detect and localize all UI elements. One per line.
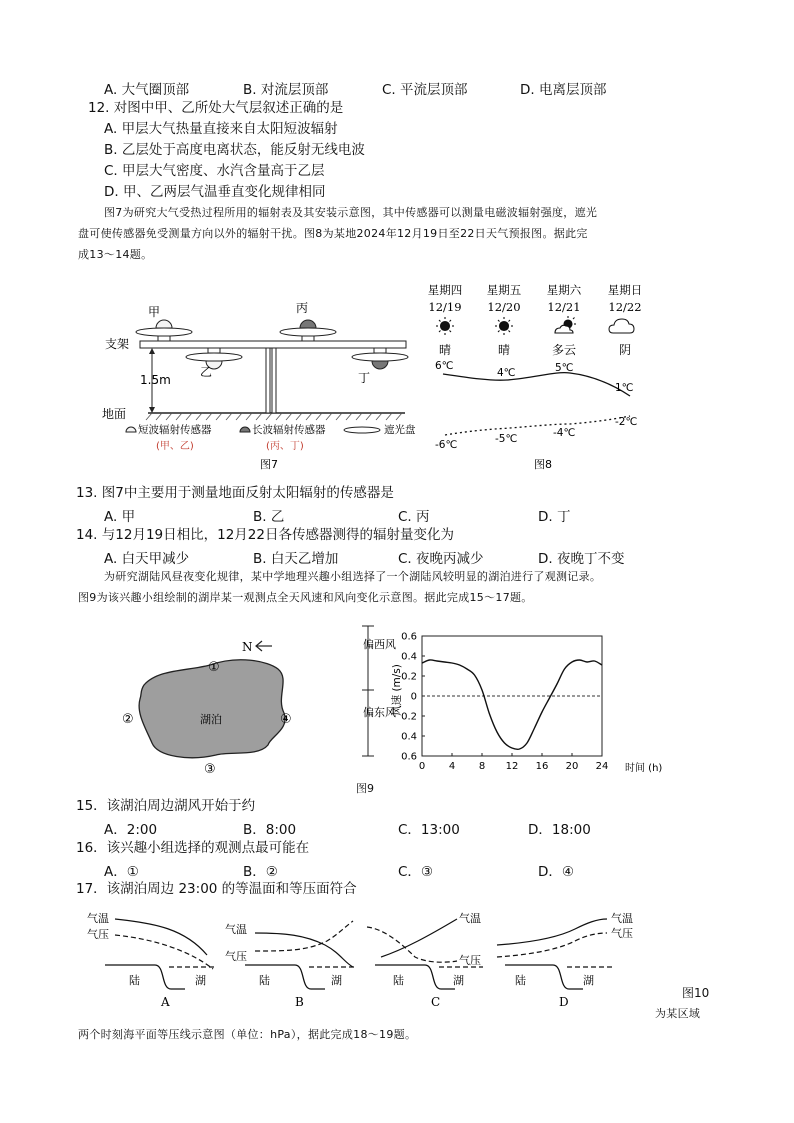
fig9-caption: 图9	[356, 782, 374, 795]
q16-option-c[interactable]: C．③	[398, 864, 434, 880]
figure-9-map	[118, 633, 308, 778]
cloud-icon	[609, 319, 634, 333]
y-tick-label: 0.6	[401, 631, 417, 643]
q14-option-a[interactable]: A. 白天甲减少	[104, 551, 190, 567]
x-tick-label: 24	[595, 761, 609, 772]
c-pressure: 气压	[459, 954, 481, 967]
legend-disc: 遮光盘	[384, 424, 416, 436]
fig8-caption: 图8	[534, 458, 552, 471]
b-land: 陆	[259, 974, 270, 987]
height-label: 1.5m	[140, 373, 171, 387]
q15-option-c[interactable]: C．13:00	[398, 822, 460, 838]
a-temp: 气温	[87, 912, 109, 925]
day4-high: 1℃	[615, 382, 634, 394]
option-d-diagram	[497, 911, 633, 1009]
q13-option-b[interactable]: B. 乙	[253, 509, 285, 525]
d-temp: 气温	[611, 912, 633, 925]
day2-date: 12/20	[487, 300, 521, 314]
day1-date: 12/19	[428, 300, 462, 314]
x-tick-label: 4	[448, 761, 456, 772]
d-land: 陆	[515, 974, 526, 987]
label-jia: 甲	[148, 305, 161, 319]
q13-option-a[interactable]: A. 甲	[104, 509, 136, 525]
sun-icon	[495, 317, 513, 335]
intro-15-line2: 图9为该兴趣小组绘制的湖岸某一观测点全天风速和风向变化示意图。据此完成15～17题。	[78, 591, 533, 604]
day2-week: 星期五	[486, 283, 522, 297]
y-tick-label: 0.2	[401, 671, 417, 683]
label-yi: 乙	[200, 365, 213, 379]
b-lake: 湖	[331, 974, 342, 987]
wind-speed-line	[422, 660, 602, 749]
high-temp-line	[443, 373, 630, 396]
q16-option-a[interactable]: A．①	[104, 864, 139, 880]
b-temp: 气温	[225, 923, 247, 936]
q12-stem: 12. 对图中甲、乙所处大气层叙述正确的是	[88, 100, 344, 116]
support-bar	[140, 341, 406, 348]
q15-option-b[interactable]: B．8:00	[243, 822, 297, 838]
lake-label: 湖泊	[200, 713, 222, 726]
c-temp: 气温	[459, 912, 481, 925]
b-letter: B	[295, 995, 304, 1009]
day4-weather: 阴	[618, 343, 632, 357]
d-lake: 湖	[583, 974, 594, 987]
q15-stem: 15．该湖泊周边湖风开始于约	[76, 798, 256, 814]
y-tick-label: 0	[410, 691, 417, 703]
figure-9-chart	[350, 618, 680, 783]
x-tick-label: 8	[478, 761, 486, 772]
q17-stem: 17．该湖泊周边 23:00 的等温面和等压面符合	[76, 881, 357, 897]
y-tick-label: 0.6	[401, 751, 417, 763]
figure-7	[100, 290, 430, 475]
q16-option-b[interactable]: B．②	[243, 864, 278, 880]
ground-label: 地面	[102, 407, 127, 421]
support-post-right	[272, 348, 276, 413]
c-letter: C	[431, 995, 441, 1009]
short-wave-icon	[126, 427, 136, 432]
option-b-diagram	[225, 921, 355, 1009]
sensor-jia	[136, 320, 192, 341]
d-pressure: 气压	[611, 927, 633, 940]
y-tick-label: 0.4	[401, 651, 417, 663]
label-bing: 丙	[296, 301, 309, 315]
a-pressure: 气压	[87, 928, 109, 941]
x-tick-label: 12	[505, 761, 519, 772]
x-tick-label: 20	[565, 761, 579, 772]
sensor-ding	[352, 348, 408, 369]
intro-13-line3: 成13～14题。	[78, 248, 153, 261]
figure-8	[425, 278, 655, 478]
point-1: ①	[208, 660, 220, 675]
legend-short: 短波辐射传感器	[138, 424, 212, 436]
intro-18: 两个时刻海平面等压线示意图（单位：hPa），据此完成18～19题。	[78, 1028, 417, 1041]
west-wind-label: 偏西风	[363, 638, 396, 651]
day2-high: 4℃	[497, 367, 516, 379]
fig10-tail: 为某区域	[655, 1007, 701, 1020]
q16-stem: 16．该兴趣小组选择的观测点最可能在	[76, 840, 310, 856]
stand-label: 支架	[105, 337, 130, 351]
day4-low: -2℃	[615, 416, 638, 428]
day2-weather: 晴	[497, 343, 511, 357]
shading-disc-icon	[344, 427, 380, 433]
q14-option-d[interactable]: D. 夜晚丁不变	[538, 551, 625, 567]
intro-15-line1: 为研究湖陆风昼夜变化规律，某中学地理兴趣小组选择了一个湖陆风较明显的湖泊进行了观测记录。	[104, 570, 602, 583]
q11-option-d[interactable]: D. 电离层顶部	[520, 82, 607, 98]
d-letter: D	[559, 995, 569, 1009]
x-tick-label: 16	[535, 761, 549, 772]
chart-xlabel: 时间 (h)	[625, 763, 663, 774]
y-tick-label: 0.2	[401, 711, 417, 723]
point-3: ③	[204, 762, 216, 777]
y-tick-label: 0.4	[401, 731, 417, 743]
day3-low: -4℃	[553, 427, 576, 439]
q11-option-a[interactable]: A. 大气圈顶部	[104, 82, 190, 98]
legend-long: 长波辐射传感器	[252, 424, 326, 436]
c-lake: 湖	[453, 974, 464, 987]
day3-high: 5℃	[555, 362, 574, 374]
long-wave-icon	[240, 427, 250, 432]
fig7-caption: 图7	[260, 458, 278, 471]
point-2: ②	[122, 712, 134, 727]
intro-13-line2: 盘可使传感器免受测量方向以外的辐射干扰。图8为某地2024年12月19日至22日天气预报图。据此完	[78, 227, 588, 240]
fig10-caption: 图10	[682, 986, 710, 1000]
option-c-diagram	[367, 911, 483, 1009]
day1-weather: 晴	[438, 343, 452, 357]
intro-13-line1: 图7为研究大气受热过程所用的辐射表及其安装示意图，其中传感器可以测量电磁波辐射强度，遮光	[104, 206, 598, 219]
sensor-bing	[280, 320, 336, 341]
figure-10	[85, 905, 645, 1015]
day3-weather: 多云	[551, 343, 577, 357]
legend-short-sub: (甲、乙)	[156, 441, 194, 452]
day4-week: 星期日	[607, 283, 643, 297]
day3-date: 12/21	[547, 300, 581, 314]
q16-option-d[interactable]: D．④	[538, 864, 574, 880]
q13-option-d[interactable]: D. 丁	[538, 509, 571, 525]
day2-low: -5℃	[495, 433, 518, 445]
q12-option-d[interactable]: D. 甲、乙两层气温垂直变化规律相同	[104, 184, 326, 200]
day1-high: 6℃	[435, 360, 454, 372]
b-pressure: 气压	[225, 950, 247, 963]
q12-option-a[interactable]: A. 甲层大气热量直接来自太阳短波辐射	[104, 121, 338, 137]
label-ding: 丁	[358, 371, 371, 385]
a-lake: 湖	[195, 974, 206, 987]
north-arrow-icon	[256, 641, 272, 651]
q14-option-c[interactable]: C. 夜晚丙减少	[398, 551, 484, 567]
east-wind-label: 偏东风	[363, 706, 396, 719]
point-4: ④	[280, 712, 292, 727]
q11-option-c[interactable]: C. 平流层顶部	[382, 82, 468, 98]
a-land: 陆	[129, 974, 140, 987]
x-tick-label: 0	[418, 761, 426, 772]
q13-stem: 13. 图7中主要用于测量地面反射太阳辐射的传感器是	[76, 485, 394, 501]
cloudy-sun-icon	[555, 316, 576, 333]
q13-option-c[interactable]: C. 丙	[398, 509, 430, 525]
day1-week: 星期四	[427, 283, 463, 297]
q14-stem: 14. 与12月19日相比，12月22日各传感器测得的辐射量变化为	[76, 527, 454, 543]
sun-icon	[436, 317, 454, 335]
legend-long-sub: (丙、丁)	[266, 441, 304, 452]
day1-low: -6℃	[435, 439, 458, 451]
option-a-diagram	[87, 911, 215, 1009]
support-post-left	[266, 348, 270, 413]
c-land: 陆	[393, 974, 404, 987]
a-letter: A	[161, 995, 170, 1009]
chart-ylabel: 风速 (m/s)	[391, 664, 403, 716]
day4-date: 12/22	[608, 300, 642, 314]
q15-option-d[interactable]: D．18:00	[528, 822, 591, 838]
q11-option-b[interactable]: B. 对流层顶部	[243, 82, 329, 98]
q15-option-a[interactable]: A．2:00	[104, 822, 158, 838]
north-label: N	[242, 640, 253, 654]
day3-week: 星期六	[546, 283, 582, 297]
low-temp-line	[445, 416, 630, 435]
q14-option-b[interactable]: B. 白天乙增加	[253, 551, 339, 567]
q12-option-b[interactable]: B. 乙层处于高度电离状态，能反射无线电波	[104, 142, 365, 158]
sensor-yi	[186, 348, 242, 369]
q12-option-c[interactable]: C. 甲层大气密度、水汽含量高于乙层	[104, 163, 325, 179]
